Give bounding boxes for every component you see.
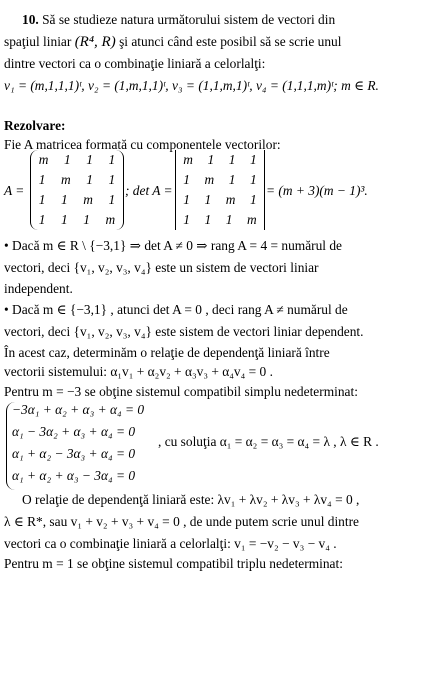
problem-text-1: Să se studieze natura următorului sistem de vectori din xyxy=(42,12,336,27)
case1-line-1: • Dacă m ∈ R \ {−3,1} ⇒ det A ≠ 0 ⇒ rang A = 4 = numărul de xyxy=(4,238,343,253)
problem-text-2b: şi atunci când este posibil să se scrie unul xyxy=(119,34,342,49)
matrix-a-row: 1 m 1 1 xyxy=(38,172,116,187)
matrix-a-row: 1 1 1 m xyxy=(38,212,116,227)
problem-number: 10. xyxy=(22,12,39,27)
det-matrix-row: m 1 1 1 xyxy=(183,152,257,167)
matrix-a-row: m 1 1 1 xyxy=(38,152,116,167)
problem-line-1 xyxy=(22,12,335,29)
case1-line-2: vectori, deci {v₁, v₂, v₃, v₄} este un sistem de vectori liniar xyxy=(4,260,319,275)
problem-line-3: dintre vectori ca o combinaţie liniară a celorlalţi: xyxy=(4,56,266,71)
case2-line-2: vectori, deci {v₁, v₂, v₃, v₄} este sistem de vectori liniar dependent. xyxy=(4,324,364,339)
system-equation: −3α₁ + α₂ + α₃ + α₄ = 0 xyxy=(12,402,145,417)
system-equation: α₁ + α₂ + α₃ − 3α₄ = 0 xyxy=(12,468,136,483)
case2-line-3: În acest caz, determinăm o relaţie de dependenţă liniară între xyxy=(4,345,330,360)
det-matrix xyxy=(175,150,265,230)
m3-intro: Pentru m = −3 se obţine sistemul compatibil simplu nedeterminat: xyxy=(4,384,358,399)
problem-line-2 xyxy=(4,33,341,52)
relation-line-1: O relaţie de dependenţă liniară este: λv₁ + λv₂ + λv₃ + λv₄ = 0 , xyxy=(22,492,360,507)
matrix-a-label: A = xyxy=(4,183,25,198)
case2-line-1: • Dacă m ∈ {−3,1} , atunci det A = 0 , deci rang A ≠ numărul de xyxy=(4,302,348,317)
case2-line-4: vectorii sistemului: α₁v₁ + α₂v₂ + α₃v₃ + α₄v₄ = 0 . xyxy=(4,364,273,379)
case1-line-3: independent. xyxy=(4,281,73,296)
system-equation: α₁ + α₂ − 3α₃ + α₄ = 0 xyxy=(12,446,136,461)
system-equation: α₁ − 3α₂ + α₃ + α₄ = 0 xyxy=(12,424,136,439)
vectors-definition: v₁ = (m,1,1,1)ᵗ, v₂ = (1,m,1,1)ᵗ, v₃ = (1,1,m,1)ᵗ, v₄ = (1,1,1,m)ᵗ; m ∈ R. xyxy=(4,78,379,93)
relation-line-2: λ ∈ R*, sau v₁ + v₂ + v₃ + v₄ = 0 , de unde putem scrie unul dintre xyxy=(4,514,359,529)
relation-line-3: vectori ca o combinaţie liniară a celorlalţi: v₁ = −v₂ − v₃ − v₄ . xyxy=(4,536,337,551)
det-result: = (m + 3)(m − 1)³. xyxy=(266,183,368,198)
matrix-a xyxy=(30,150,124,230)
det-matrix-row: 1 m 1 1 xyxy=(183,172,257,187)
system-solution: , cu soluţia α₁ = α₂ = α₃ = α₄ = λ , λ ∈ R . xyxy=(158,434,379,449)
det-matrix-row: 1 1 1 m xyxy=(183,212,257,227)
solution-heading: Rezolvare: xyxy=(4,118,66,133)
det-label: ; det A = xyxy=(125,183,173,198)
solution-intro: Fie A matricea formată cu componentele vectorilor: xyxy=(4,137,281,152)
space-notation: (R⁴, R) xyxy=(74,34,116,50)
matrix-a-row: 1 1 m 1 xyxy=(38,192,116,207)
m1-intro: Pentru m = 1 se obţine sistemul compatibil triplu nedeterminat: xyxy=(4,556,343,571)
problem-text-2a: spaţiul liniar xyxy=(4,34,72,49)
det-matrix-row: 1 1 m 1 xyxy=(183,192,257,207)
